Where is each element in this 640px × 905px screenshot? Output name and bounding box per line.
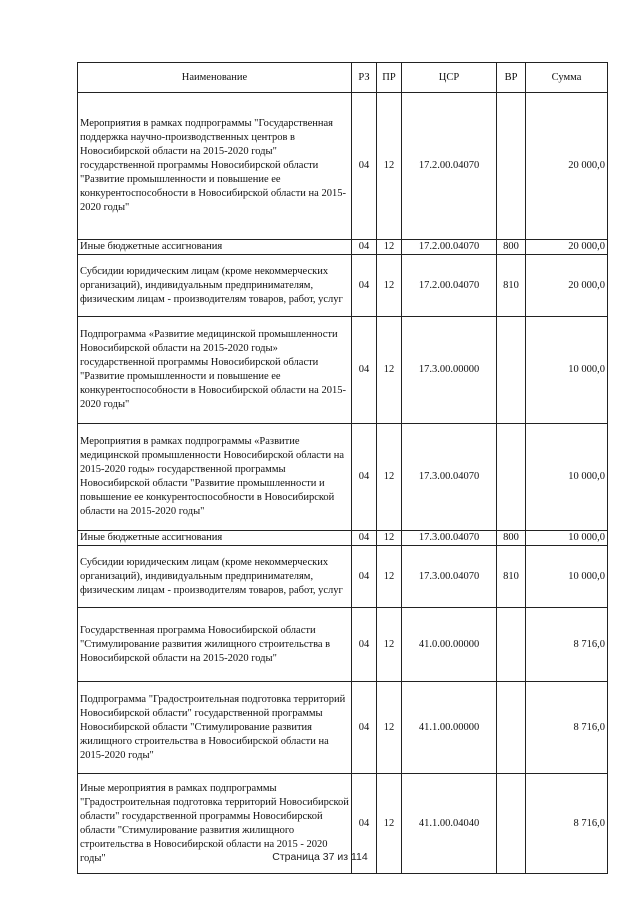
table-row [78, 531, 608, 546]
row-sum: 8 716,0 [526, 774, 608, 874]
row-rz: 04 [352, 774, 377, 874]
row-name: Подпрограмма "Градостроительная подготовка территорий Новосибирской области" государственной программы Новосибирской области "Стимулирование развития жилищного строительства в Новосибирской области на 2015-2020 годы" [78, 682, 352, 774]
row-rz: 04 [352, 424, 377, 531]
table-row [78, 93, 608, 240]
header-vr: ВР [497, 63, 526, 93]
row-vr: 800 [497, 240, 526, 255]
row-rz: 04 [352, 682, 377, 774]
row-name: Субсидии юридическим лицам (кроме некоммерческих организаций), индивидуальным предпринимателям, физическим лицам - производителям товаров, работ, услуг [78, 255, 352, 317]
row-csr: 17.3.00.04070 [402, 531, 497, 546]
row-pr: 12 [377, 546, 402, 608]
table-header-row [78, 63, 608, 93]
header-rz: РЗ [352, 63, 377, 93]
row-pr: 12 [377, 608, 402, 682]
row-name: Иные бюджетные ассигнования [78, 531, 352, 546]
row-sum: 10 000,0 [526, 531, 608, 546]
table-row [78, 240, 608, 255]
row-csr: 41.1.00.04040 [402, 774, 497, 874]
row-vr [497, 424, 526, 531]
budget-table [77, 62, 608, 874]
row-vr [497, 682, 526, 774]
row-sum: 8 716,0 [526, 682, 608, 774]
row-name: Подпрограмма «Развитие медицинской промышленности Новосибирской области на 2015-2020 годы» государственной программы Новосибирской области "Развитие промышленности и повышение ее конкурентоспособности в Новосибирской области на 2015-2020 годы" [78, 317, 352, 424]
row-name: Субсидии юридическим лицам (кроме некоммерческих организаций), индивидуальным предпринимателям, физическим лицам - производителям товаров, работ, услуг [78, 546, 352, 608]
header-pr: ПР [377, 63, 402, 93]
row-csr: 17.2.00.04070 [402, 93, 497, 240]
row-csr: 17.3.00.04070 [402, 424, 497, 531]
header-csr: ЦСР [402, 63, 497, 93]
table-row [78, 255, 608, 317]
table-row [78, 317, 608, 424]
header-name: Наименование [78, 63, 352, 93]
row-csr: 17.2.00.04070 [402, 240, 497, 255]
row-rz: 04 [352, 317, 377, 424]
page-number-footer: Страница 37 из 114 [272, 851, 368, 863]
row-pr: 12 [377, 531, 402, 546]
row-pr: 12 [377, 240, 402, 255]
row-pr: 12 [377, 93, 402, 240]
row-csr: 41.1.00.00000 [402, 682, 497, 774]
row-sum: 8 716,0 [526, 608, 608, 682]
row-csr: 41.0.00.00000 [402, 608, 497, 682]
row-sum: 10 000,0 [526, 317, 608, 424]
row-name: Иные мероприятия в рамках подпрограммы "Градостроительная подготовка территорий Новосибирской области" государственной программы Новосибирской области "Стимулирование развития жилищного строительства в Новосибирской области на 2015 - 2020 годы" [78, 774, 352, 874]
row-rz: 04 [352, 546, 377, 608]
row-rz: 04 [352, 240, 377, 255]
table-row [78, 546, 608, 608]
row-vr: 810 [497, 546, 526, 608]
row-sum: 20 000,0 [526, 93, 608, 240]
row-sum: 10 000,0 [526, 546, 608, 608]
row-name: Мероприятия в рамках подпрограммы "Государственная поддержка научно-производственных центров в Новосибирской области на 2015-2020 годы" государственной программы Новосибирской области "Развитие промышленности и повышение ее конкурентоспособности в Новосибирской области на 2015-2020 годы" [78, 93, 352, 240]
row-rz: 04 [352, 255, 377, 317]
row-sum: 20 000,0 [526, 240, 608, 255]
row-rz: 04 [352, 608, 377, 682]
row-pr: 12 [377, 317, 402, 424]
row-name: Государственная программа Новосибирской области "Стимулирование развития жилищного строительства в Новосибирской области на 2015-2020 годы" [78, 608, 352, 682]
row-sum: 10 000,0 [526, 424, 608, 531]
table-row [78, 682, 608, 774]
row-csr: 17.2.00.04070 [402, 255, 497, 317]
table-row [78, 424, 608, 531]
row-vr [497, 608, 526, 682]
row-rz: 04 [352, 531, 377, 546]
row-pr: 12 [377, 255, 402, 317]
row-vr [497, 317, 526, 424]
row-pr: 12 [377, 682, 402, 774]
row-csr: 17.3.00.04070 [402, 546, 497, 608]
row-pr: 12 [377, 774, 402, 874]
row-csr: 17.3.00.00000 [402, 317, 497, 424]
table-row [78, 608, 608, 682]
row-vr [497, 93, 526, 240]
header-sum: Сумма [526, 63, 608, 93]
row-pr: 12 [377, 424, 402, 531]
row-vr: 800 [497, 531, 526, 546]
row-name: Мероприятия в рамках подпрограммы «Развитие медицинской промышленности Новосибирской области на 2015-2020 годы» государственной программы Новосибирской области "Развитие промышленности и повышение ее конкурентоспособности в Новосибирской области на 2015-2020 годы" [78, 424, 352, 531]
row-rz: 04 [352, 93, 377, 240]
row-sum: 20 000,0 [526, 255, 608, 317]
row-vr: 810 [497, 255, 526, 317]
row-name: Иные бюджетные ассигнования [78, 240, 352, 255]
